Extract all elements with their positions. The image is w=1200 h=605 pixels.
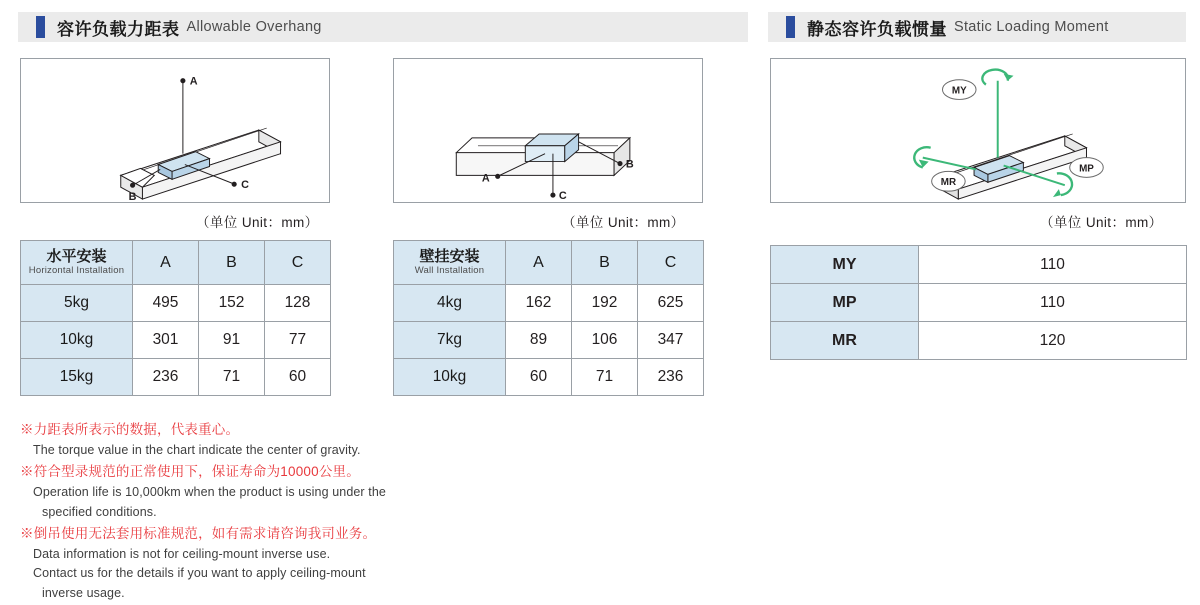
note-en: Operation life is 10,000km when the product is using under the <box>33 485 386 500</box>
figure1-label-a: A <box>189 75 198 88</box>
column-header-a: A <box>133 241 199 285</box>
table-row <box>771 246 1187 284</box>
cell-value: 77 <box>265 322 331 359</box>
table-header-cn: 壁挂安装 <box>419 248 480 266</box>
figure3-label-my: MY <box>951 85 967 97</box>
row-label: 15kg <box>21 359 133 396</box>
cell-value-mp: 110 <box>919 284 1187 322</box>
figure1-unit-caption: （单位 Unit：mm） <box>196 215 319 230</box>
cell-value: 495 <box>133 285 199 322</box>
table-header-row <box>394 241 704 285</box>
column-header-c: C <box>265 241 331 285</box>
table-horizontal-installation <box>20 240 331 396</box>
cell-value: 106 <box>572 322 638 359</box>
cell-value: 91 <box>199 322 265 359</box>
cell-value: 128 <box>265 285 331 322</box>
table-row <box>21 322 331 359</box>
note-item <box>20 420 490 460</box>
figure2-unit-caption: （单位 Unit：mm） <box>562 215 685 230</box>
note-cn: ※符合型录规范的正常使用下，保证寿命为10000公里。 <box>20 464 360 480</box>
row-label: 10kg <box>394 359 506 396</box>
note-en: specified conditions. <box>42 504 157 519</box>
table-wall-installation <box>393 240 704 396</box>
cell-value: 347 <box>638 322 704 359</box>
note-cn: ※倒吊使用无法套用标准规范，如有需求请咨询我司业务。 <box>20 525 377 541</box>
note-item <box>20 524 490 603</box>
table-header-row <box>21 241 331 285</box>
notes-block <box>20 420 490 605</box>
section-title-cn: 容许负载力距表 <box>57 19 180 39</box>
accent-bar-icon <box>36 16 45 38</box>
section-header-allowable-overhang <box>18 12 748 42</box>
cell-value: 60 <box>506 359 572 396</box>
note-en: inverse usage. <box>42 585 125 600</box>
cell-value: 192 <box>572 285 638 322</box>
cell-value: 71 <box>199 359 265 396</box>
row-label: 4kg <box>394 285 506 322</box>
figure3-unit-caption: （单位 Unit：mm） <box>1040 215 1163 230</box>
row-label-mp: MP <box>771 284 919 322</box>
table-header-en: Horizontal Installation <box>28 264 125 276</box>
table-header-en: Wall Installation <box>414 264 485 276</box>
cell-value: 60 <box>265 359 331 396</box>
cell-value: 625 <box>638 285 704 322</box>
figure2-label-c: C <box>558 190 567 202</box>
table-corner-header <box>21 241 133 285</box>
column-header-c: C <box>638 241 704 285</box>
note-en: Contact us for the details if you want to apply ceiling-mount <box>33 566 366 581</box>
table-row <box>21 359 331 396</box>
row-label: 5kg <box>21 285 133 322</box>
table-row <box>771 322 1187 360</box>
note-item <box>20 462 490 522</box>
table-header-cn: 水平安装 <box>46 248 107 266</box>
table-static-loading-moment <box>770 245 1187 360</box>
table-corner-header <box>394 241 506 285</box>
accent-bar-icon <box>786 16 795 38</box>
figure-static-loading-moment <box>770 58 1186 203</box>
cell-value-my: 110 <box>919 246 1187 284</box>
cell-value: 71 <box>572 359 638 396</box>
table-row <box>394 322 704 359</box>
figure-horizontal-installation <box>20 58 330 203</box>
cell-value: 236 <box>133 359 199 396</box>
table-row <box>771 284 1187 322</box>
row-label-my: MY <box>771 246 919 284</box>
cell-value: 152 <box>199 285 265 322</box>
note-en: The torque value in the chart indicate the center of gravity. <box>33 442 361 457</box>
row-label: 10kg <box>21 322 133 359</box>
column-header-a: A <box>506 241 572 285</box>
cell-value: 162 <box>506 285 572 322</box>
row-label-mr: MR <box>771 322 919 360</box>
note-en: Data information is not for ceiling-mount inverse use. <box>33 546 331 561</box>
row-label: 7kg <box>394 322 506 359</box>
cell-value: 236 <box>638 359 704 396</box>
section-header-static-loading-moment <box>768 12 1186 42</box>
note-cn: ※力距表所表示的数据，代表重心。 <box>20 422 240 437</box>
figure2-label-a: A <box>481 172 490 185</box>
table-row <box>21 285 331 322</box>
figure2-label-b: B <box>625 158 634 171</box>
section-title-cn: 静态容许负载惯量 <box>807 19 947 39</box>
cell-value: 301 <box>133 322 199 359</box>
figure1-label-b: B <box>128 191 137 202</box>
cell-value: 89 <box>506 322 572 359</box>
table-row <box>394 285 704 322</box>
column-header-b: B <box>199 241 265 285</box>
section-title-en: Static Loading Moment <box>954 19 1109 35</box>
moment-axes-illustration <box>771 59 1185 202</box>
table-row <box>394 359 704 396</box>
horizontal-actuator-illustration <box>21 59 329 202</box>
figure-wall-installation <box>393 58 703 203</box>
section-title-en: Allowable Overhang <box>186 19 322 35</box>
column-header-b: B <box>572 241 638 285</box>
figure3-label-mr: MR <box>940 177 957 189</box>
figure1-label-c: C <box>241 179 249 192</box>
wall-actuator-illustration <box>394 59 702 202</box>
figure3-label-mp: MP <box>1079 163 1094 175</box>
cell-value-mr: 120 <box>919 322 1187 360</box>
